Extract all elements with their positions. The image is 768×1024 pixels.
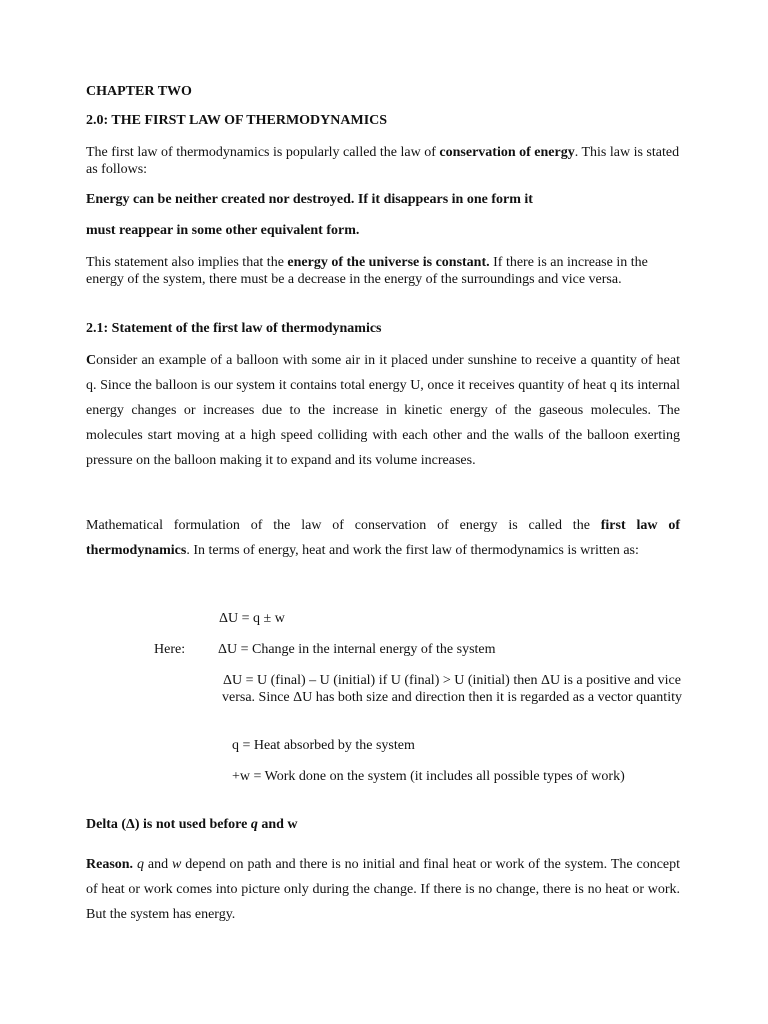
reason-paragraph <box>86 852 680 927</box>
implication-text-1: This statement also implies that the <box>86 255 288 270</box>
section-title: 2.0: THE FIRST LAW OF THERMODYNAMICS <box>86 113 388 128</box>
equation: ΔU = q ± w <box>219 611 285 626</box>
delta-u-explanation: ΔU = U (final) – U (initial) if U (final) > U (initial) then ΔU is a positive and vice versa. Since ΔU has both size and direction then it is regarded as a vector quantity <box>222 673 682 705</box>
formulation-text-2: . In terms of energy, heat and work the first law of thermodynamics is written as: <box>186 543 639 558</box>
delta-heading-q: q <box>250 817 258 832</box>
implication-bold: energy of the universe is constant. <box>287 255 490 270</box>
implication-paragraph <box>86 254 680 288</box>
reason-q: q <box>136 857 144 872</box>
intro-paragraph <box>86 144 680 178</box>
intro-text-1: The first law of thermodynamics is popularly called the law of <box>86 145 440 160</box>
delta-heading <box>86 816 680 833</box>
definition-w: +w = Work done on the system (it includes all possible types of work) <box>232 769 625 784</box>
balloon-text: onsider an example of a balloon with some air in it placed under sunshine to receive a quantity of heat q. Since the balloon is our system it contains total energy U, once it receives quantity of heat q its internal energy changes or increases due to the increase in kinetic energy of the gaseous molecules. The molecules start moving at a high speed colliding with each other and the walls of the balloon exerting pressure on the balloon making it to expand and its volume increases. <box>86 353 680 468</box>
formulation-bold: first law of thermodynamics <box>86 518 680 558</box>
balloon-paragraph <box>86 348 680 473</box>
implication-text-2: If there is an increase in the energy of the system, there must be a decrease in the energy of the surroundings and vice versa. <box>86 255 648 287</box>
reason-text-1: and <box>143 857 172 872</box>
law-statement-line-1: Energy can be neither created nor destroyed. If it disappears in one form it <box>86 192 533 207</box>
intro-text-2: . This law is stated as follows: <box>86 145 680 177</box>
law-statement-line-2: must reappear in some other equivalent form. <box>86 223 360 238</box>
definition-q: q = Heat absorbed by the system <box>232 738 415 753</box>
reason-label: Reason. <box>86 857 134 872</box>
delta-heading-text-1: Delta (Δ) is not used before <box>86 817 251 832</box>
chapter-heading: CHAPTER TWO <box>86 84 192 99</box>
drop-cap: C <box>86 353 97 368</box>
reason-text-2: depend on path and there is no initial and final heat or work of the system. The concept of heat or work comes into picture only during the change. If there is no change, there is no heat or work. But the system has energy. <box>86 857 681 922</box>
reason-w: w <box>171 857 182 872</box>
definition-delta-u: ΔU = Change in the internal energy of the system <box>218 642 496 657</box>
intro-bold-term: conservation of energy <box>439 145 575 160</box>
subsection-title: 2.1: Statement of the first law of thermodynamics <box>86 321 382 336</box>
formulation-paragraph <box>86 513 680 563</box>
here-label: Here: <box>154 642 186 657</box>
delta-heading-text-2: and w <box>257 817 298 832</box>
formulation-text-1: Mathematical formulation of the law of conservation of energy is called the <box>86 518 601 533</box>
